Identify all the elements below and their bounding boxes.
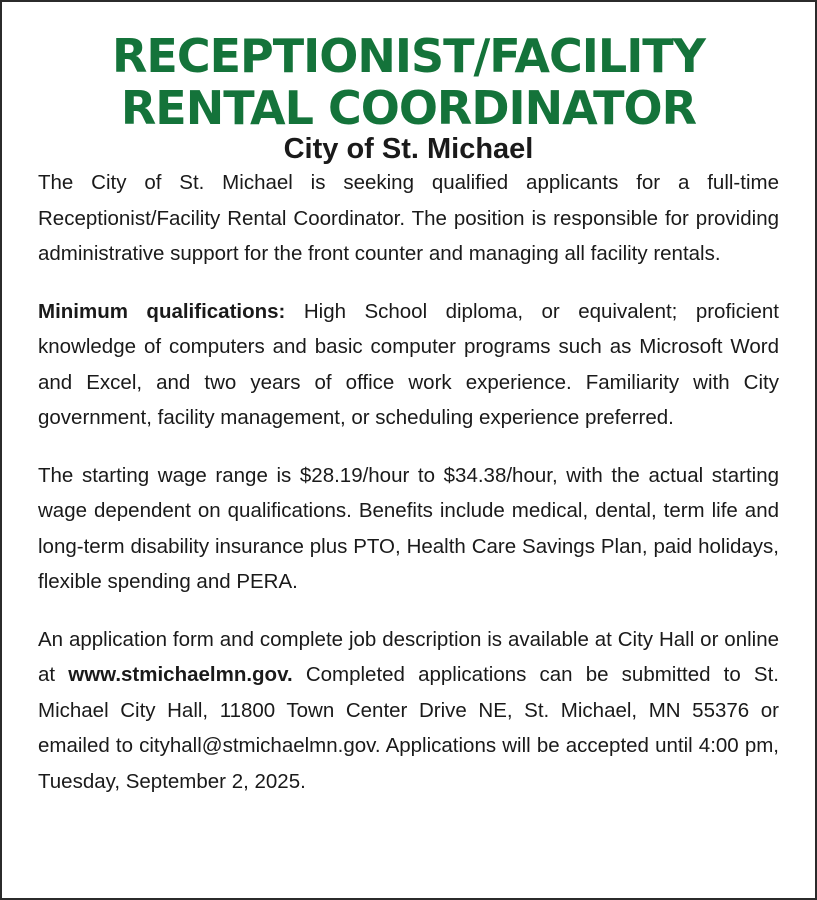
wage-paragraph: The starting wage range is $28.19/hour to $34.38/hour, with the actual starting wage dependent on qualifications. Benefits include medical, dental, term life and long-term disability insurance plus PTO, Health Care Savings Plan, paid holidays, flexible spending and PERA.	[38, 463, 779, 593]
apply-text-post: Completed applications can be submitted to St. Michael City Hall, 11800 Town Center Drive NE, St. Michael, MN 55376 or emailed to cityhall@stmichaelmn.gov. Applications will be accepted until 4:00 pm, Tuesday, September 2, 2025.	[38, 663, 779, 793]
job-title-line-2: RENTAL COORDINATOR	[120, 81, 697, 135]
job-title	[38, 30, 779, 134]
qualifications-text: High School diploma, or equivalent; proficient knowledge of computers and basic computer programs such as Microsoft Word and Excel, and two years of office work experience. Familiarity with City government, facility management, or scheduling experience preferred.	[38, 299, 779, 429]
qualifications-paragraph	[38, 294, 779, 436]
apply-text-pre: An application form and complete job description is available at City Hall or online at	[38, 627, 779, 686]
intro-paragraph: The City of St. Michael is seeking qualified applicants for a full-time Receptionist/Facility Rental Coordinator. The position is responsible for providing administrative support for the front counter and managing all facility rentals.	[38, 171, 779, 265]
job-title-line-1: RECEPTIONIST/FACILITY	[112, 29, 705, 83]
employer-name: City of St. Michael	[283, 133, 534, 165]
apply-paragraph	[38, 622, 779, 800]
website-link[interactable]: www.stmichaelmn.gov.	[68, 663, 293, 686]
qualifications-label: Minimum qualifications:	[38, 299, 286, 323]
